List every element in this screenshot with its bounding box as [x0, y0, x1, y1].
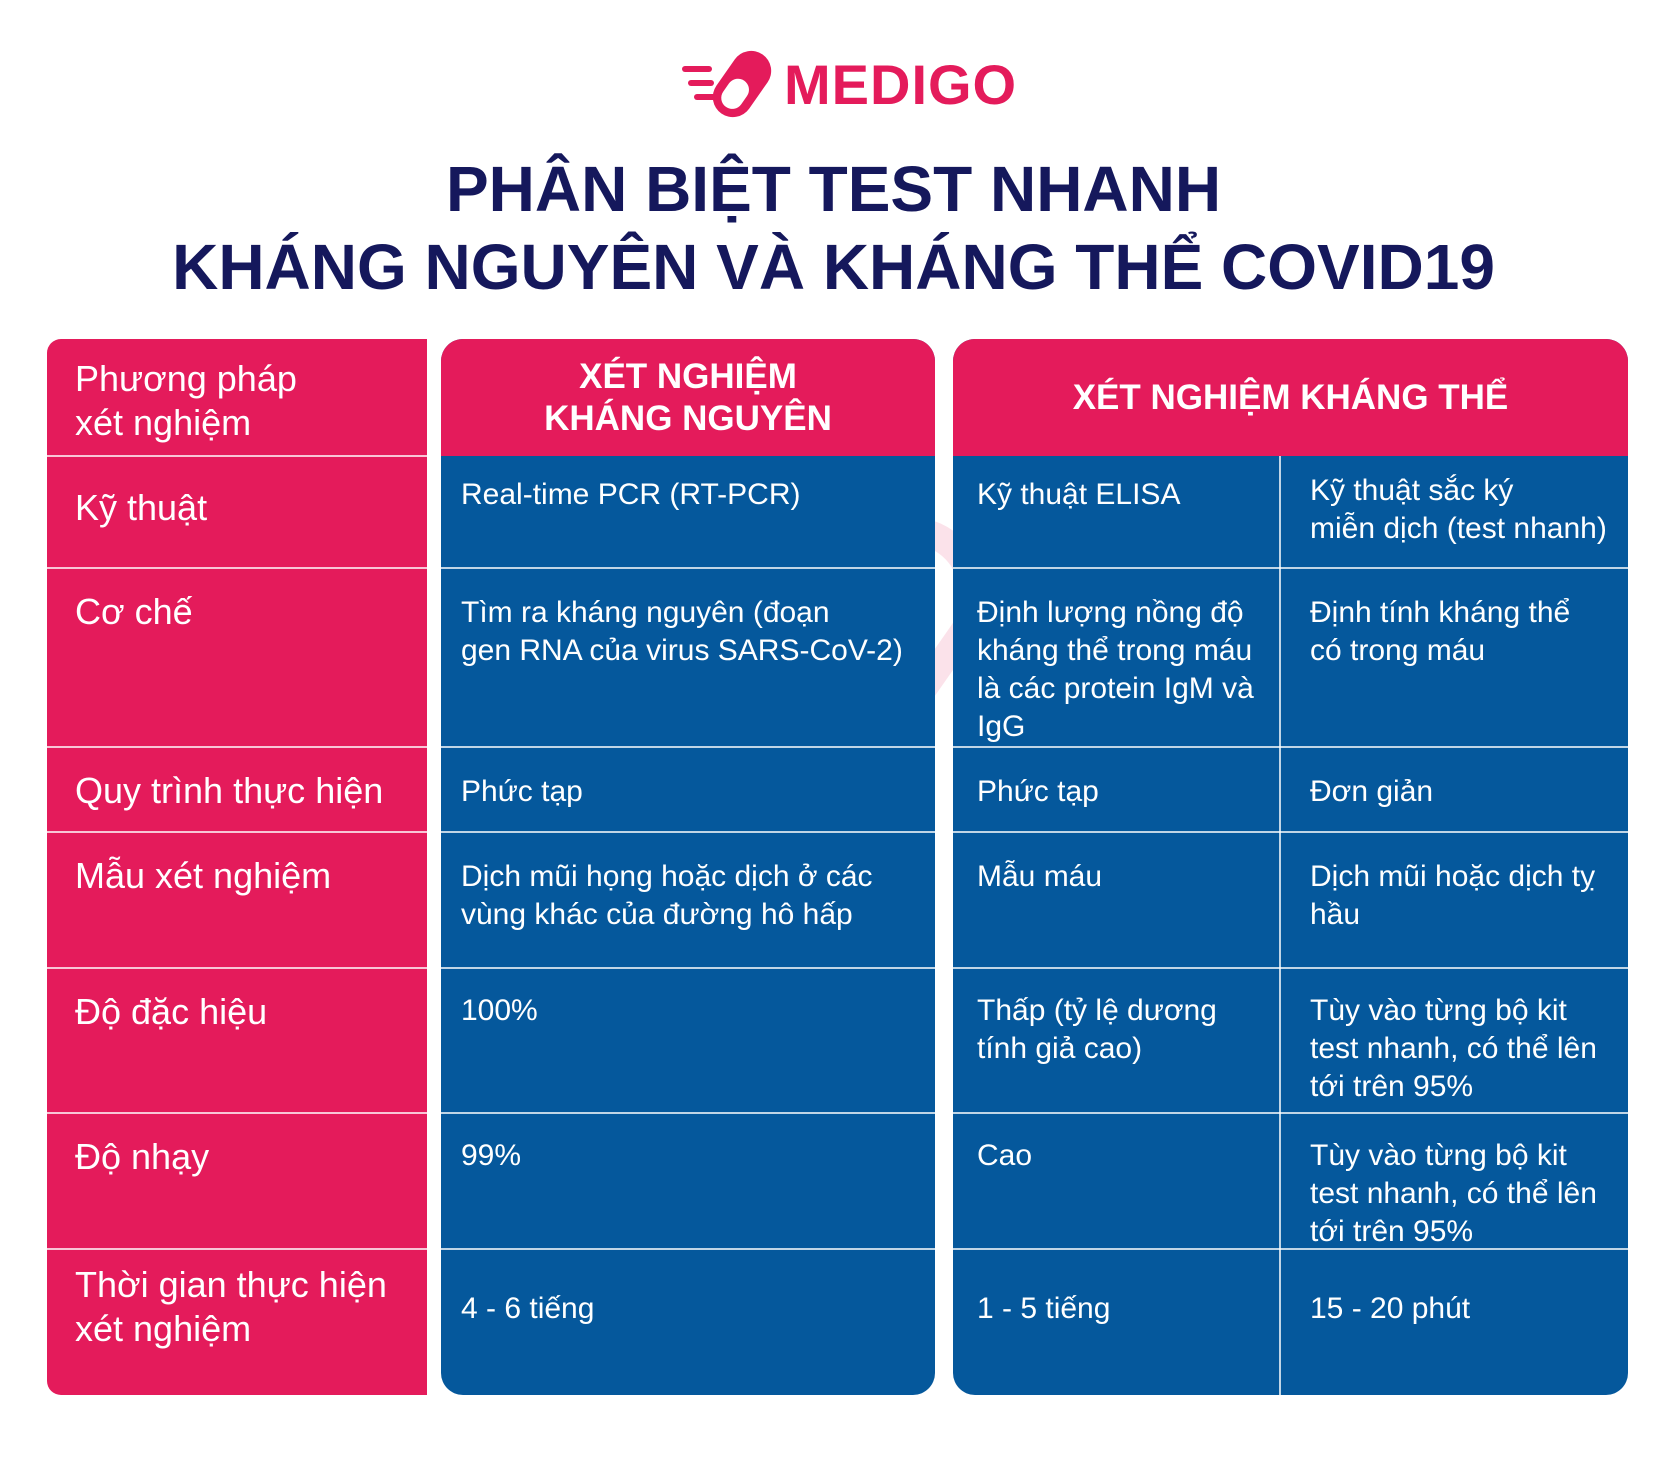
row-divider [953, 1248, 1628, 1250]
antigen-cell-line: 99% [461, 1139, 522, 1172]
antigen-cell-line: gen RNA của virus SARS-CoV-2) [461, 634, 903, 667]
row-label-line: Cơ chế [75, 591, 193, 632]
elisa-cell-line: Mẫu máu [977, 860, 1103, 893]
title-line-1: PHÂN BIỆT TEST NHANH [445, 153, 1222, 225]
antigen-cell [461, 992, 538, 1030]
rapid-test-cell-line: Định tính kháng thể [1310, 596, 1571, 629]
antigen-cell-line: vùng khác của đường hô hấp [461, 898, 853, 931]
row-divider [441, 567, 935, 569]
elisa-cell-line: IgG [977, 710, 1026, 743]
header-label [75, 357, 297, 445]
medigo-logo [680, 44, 1017, 124]
row-divider [953, 967, 1628, 969]
medigo-capsule-icon [680, 44, 780, 124]
rapid-test-cell-line: tới trên 95% [1310, 1070, 1474, 1103]
label-column [47, 339, 427, 1395]
rapid-test-cell-line: Đơn giản [1310, 775, 1434, 808]
antibody-header-text: XÉT NGHIỆM KHÁNG THỂ [1072, 377, 1509, 417]
rapid-test-cell [1310, 1290, 1470, 1328]
row-label-line: Thời gian thực hiện [75, 1264, 387, 1305]
rapid-test-cell-line: Tùy vào từng bộ kit [1310, 994, 1567, 1027]
elisa-cell-line: kháng thể trong máu [977, 634, 1253, 667]
elisa-cell [977, 1137, 1032, 1175]
elisa-cell-line: Kỹ thuật ELISA [977, 478, 1181, 511]
antibody-column [953, 339, 1628, 1395]
antigen-cell [461, 476, 800, 514]
elisa-cell-line: tính giả cao) [977, 1032, 1143, 1065]
row-divider [953, 831, 1628, 833]
row-label-line: Quy trình thực hiện [75, 770, 384, 811]
row-divider [953, 746, 1628, 748]
row-divider [441, 967, 935, 969]
antigen-cell [461, 1137, 521, 1175]
elisa-cell-line: Phức tạp [977, 775, 1099, 808]
antigen-header-line: XÉT NGHIỆM [579, 356, 797, 396]
rapid-test-cell-line: test nhanh, có thể lên [1310, 1032, 1597, 1065]
antigen-header-line: KHÁNG NGUYÊN [544, 398, 832, 438]
row-label [75, 590, 193, 634]
row-divider [47, 1112, 427, 1114]
elisa-cell [977, 594, 1254, 746]
elisa-cell-line: Cao [977, 1139, 1033, 1172]
row-label-line: Kỹ thuật [75, 487, 208, 528]
elisa-cell-line: Thấp (tỷ lệ dương [977, 994, 1217, 1027]
header-label-line: Phương pháp [75, 358, 297, 399]
rapid-test-cell [1310, 594, 1570, 670]
elisa-cell [977, 858, 1102, 896]
antibody-header [953, 339, 1628, 456]
antigen-cell [461, 1290, 594, 1328]
antibody-subcolumn-divider [1279, 456, 1281, 1395]
antigen-cell-line: Real-time PCR (RT-PCR) [461, 478, 801, 511]
antigen-cell-line: Tìm ra kháng nguyên (đoạn [461, 596, 830, 629]
row-divider [441, 746, 935, 748]
row-label [75, 1263, 387, 1351]
elisa-cell-line: 1 - 5 tiếng [977, 1292, 1111, 1325]
header-label-line: xét nghiệm [75, 402, 252, 443]
row-divider [47, 455, 427, 457]
rapid-test-cell [1310, 472, 1607, 548]
antigen-column [441, 339, 935, 1395]
row-divider [441, 1112, 935, 1114]
antigen-cell-line: Phức tạp [461, 775, 583, 808]
rapid-test-cell-line: 15 - 20 phút [1310, 1292, 1471, 1325]
logo-text: MEDIGO [784, 52, 1018, 116]
rapid-test-cell [1310, 858, 1595, 934]
rapid-test-cell [1310, 1137, 1597, 1251]
row-label [75, 990, 267, 1034]
rapid-test-cell-line: Tùy vào từng bộ kit [1310, 1139, 1567, 1172]
antigen-cell-line: Dịch mũi họng hoặc dịch ở các [461, 860, 873, 893]
row-label-line: Độ nhạy [75, 1136, 210, 1177]
antigen-cell [461, 773, 583, 811]
title-line-2: KHÁNG NGUYÊN VÀ KHÁNG THỂ COVID19 [172, 231, 1495, 303]
antigen-cell-line: 100% [461, 994, 538, 1027]
row-label [75, 1135, 209, 1179]
rapid-test-cell-line: tới trên 95% [1310, 1215, 1474, 1248]
antigen-cell [461, 594, 903, 670]
row-label-line: Mẫu xét nghiệm [75, 855, 332, 896]
elisa-cell [977, 773, 1099, 811]
row-divider [441, 831, 935, 833]
row-divider [47, 831, 427, 833]
antigen-cell [461, 858, 873, 934]
row-divider [47, 967, 427, 969]
row-divider [441, 1248, 935, 1250]
elisa-cell-line: là các protein IgM và [977, 672, 1254, 705]
row-label-line: Độ đặc hiệu [75, 991, 268, 1032]
row-divider [953, 567, 1628, 569]
row-label [75, 769, 383, 813]
row-divider [47, 1248, 427, 1250]
elisa-cell [977, 1290, 1110, 1328]
row-divider [47, 567, 427, 569]
row-divider [953, 1112, 1628, 1114]
antigen-cell-line: 4 - 6 tiếng [461, 1292, 595, 1325]
row-label [75, 854, 331, 898]
row-label-line: xét nghiệm [75, 1308, 252, 1349]
antigen-header [441, 339, 935, 456]
rapid-test-cell-line: test nhanh, có thể lên [1310, 1177, 1597, 1210]
row-label [75, 486, 207, 530]
rapid-test-cell [1310, 992, 1597, 1106]
elisa-cell-line: Định lượng nồng độ [977, 596, 1244, 629]
rapid-test-cell-line: có trong máu [1310, 634, 1486, 667]
elisa-cell [977, 992, 1217, 1068]
rapid-test-cell-line: miễn dịch (test nhanh) [1310, 512, 1607, 545]
row-divider [47, 746, 427, 748]
rapid-test-cell-line: hầu [1310, 898, 1361, 931]
elisa-cell [977, 476, 1180, 514]
page-title [0, 150, 1667, 306]
rapid-test-cell [1310, 773, 1433, 811]
rapid-test-cell-line: Dịch mũi hoặc dịch tỵ [1310, 860, 1596, 893]
rapid-test-cell-line: Kỹ thuật sắc ký [1310, 474, 1514, 507]
